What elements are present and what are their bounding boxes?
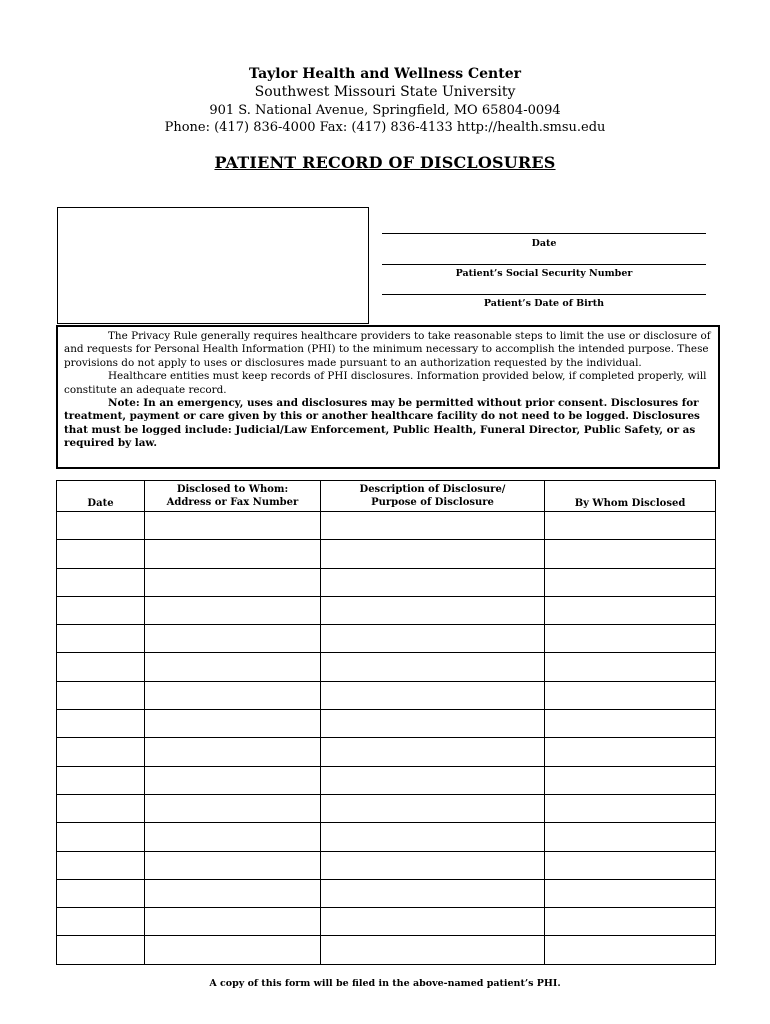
col-header-date: Date: [57, 481, 145, 512]
org-contact: Phone: (417) 836-4000 Fax: (417) 836-4133 http://health.smsu.edu: [164, 120, 606, 135]
table-row: [57, 908, 716, 936]
description-cell[interactable]: [321, 540, 545, 568]
by-whom-cell[interactable]: [545, 596, 716, 624]
by-whom-cell[interactable]: [545, 738, 716, 766]
table-row: [57, 625, 716, 653]
disclosed-to-cell[interactable]: [145, 540, 321, 568]
col-header-description: Description of Disclosure/ Purpose of Disclosure: [321, 481, 545, 512]
disclosed-to-cell[interactable]: [145, 766, 321, 794]
university-name: Southwest Missouri State University: [254, 84, 516, 100]
emergency-note-paragraph: [64, 397, 714, 451]
records-notice-text: Healthcare entities must keep records of PHI disclosures. Information provided below, if completed properly, will constitute an adequate record.: [64, 370, 707, 396]
by-whom-cell[interactable]: [545, 908, 716, 936]
disclosed-to-cell[interactable]: [145, 710, 321, 738]
date-cell[interactable]: [57, 879, 145, 907]
by-whom-cell[interactable]: [545, 540, 716, 568]
col-header-disclosed-to: Disclosed to Whom: Address or Fax Number: [145, 481, 321, 512]
description-cell[interactable]: [321, 512, 545, 540]
disclosed-to-cell[interactable]: [145, 512, 321, 540]
table-row: [57, 823, 716, 851]
date-cell[interactable]: [57, 512, 145, 540]
date-cell[interactable]: [57, 710, 145, 738]
by-whom-cell[interactable]: [545, 766, 716, 794]
table-row: [57, 738, 716, 766]
dob-field-line[interactable]: [382, 294, 706, 295]
by-whom-cell[interactable]: [545, 625, 716, 653]
by-whom-cell[interactable]: [545, 851, 716, 879]
disclosed-to-cell[interactable]: [145, 625, 321, 653]
by-whom-cell[interactable]: [545, 681, 716, 709]
disclosed-to-cell[interactable]: [145, 738, 321, 766]
date-cell[interactable]: [57, 596, 145, 624]
description-cell[interactable]: [321, 879, 545, 907]
by-whom-cell[interactable]: [545, 653, 716, 681]
by-whom-cell[interactable]: [545, 512, 716, 540]
description-cell[interactable]: [321, 823, 545, 851]
by-whom-cell[interactable]: [545, 710, 716, 738]
privacy-notice-box: [56, 325, 720, 469]
description-cell[interactable]: [321, 596, 545, 624]
date-cell[interactable]: [57, 908, 145, 936]
disclosed-to-cell[interactable]: [145, 596, 321, 624]
date-cell[interactable]: [57, 823, 145, 851]
disclosure-record-table: [56, 480, 716, 965]
privacy-notice-text: The Privacy Rule generally requires healthcare providers to take reasonable steps to limit the use or disclosure of and requests for Personal Health Information (PHI) to the minimum necessary to accomplish the intended purpose. These provisions do not apply to uses or disclosures made pursuant to an authorization requested by the individual.: [64, 330, 711, 369]
date-cell[interactable]: [57, 653, 145, 681]
table-row: [57, 851, 716, 879]
dob-field-label: Patient’s Date of Birth: [483, 298, 605, 309]
description-cell[interactable]: [321, 681, 545, 709]
date-field-label: Date: [531, 238, 557, 249]
date-field-line[interactable]: [382, 233, 706, 234]
table-row: [57, 681, 716, 709]
table-row: [57, 766, 716, 794]
disclosed-to-cell[interactable]: [145, 936, 321, 964]
disclosed-to-cell[interactable]: [145, 823, 321, 851]
date-cell[interactable]: [57, 681, 145, 709]
date-cell[interactable]: [57, 625, 145, 653]
disclosed-to-cell[interactable]: [145, 851, 321, 879]
disclosed-to-cell[interactable]: [145, 653, 321, 681]
table-body: [57, 512, 716, 965]
date-cell[interactable]: [57, 766, 145, 794]
by-whom-cell[interactable]: [545, 879, 716, 907]
table-row: [57, 794, 716, 822]
description-cell[interactable]: [321, 710, 545, 738]
table-row: [57, 653, 716, 681]
disclosed-to-cell[interactable]: [145, 681, 321, 709]
by-whom-cell[interactable]: [545, 794, 716, 822]
date-cell[interactable]: [57, 851, 145, 879]
footer-note: A copy of this form will be filed in the above-named patient’s PHI.: [209, 978, 561, 989]
description-cell[interactable]: [321, 851, 545, 879]
disclosed-to-cell[interactable]: [145, 879, 321, 907]
date-cell[interactable]: [57, 568, 145, 596]
description-cell[interactable]: [321, 653, 545, 681]
org-name: Taylor Health and Wellness Center: [249, 66, 521, 82]
table-row: [57, 512, 716, 540]
date-cell[interactable]: [57, 540, 145, 568]
ssn-field-line[interactable]: [382, 264, 706, 265]
by-whom-cell[interactable]: [545, 568, 716, 596]
disclosed-to-cell[interactable]: [145, 568, 321, 596]
patient-label-box[interactable]: [57, 207, 369, 324]
form-title: PATIENT RECORD OF DISCLOSURES: [214, 153, 556, 172]
description-cell[interactable]: [321, 738, 545, 766]
records-notice-paragraph: [64, 370, 714, 397]
table-row: [57, 596, 716, 624]
table-row: [57, 936, 716, 964]
date-cell[interactable]: [57, 794, 145, 822]
privacy-notice-paragraph: [64, 330, 714, 370]
description-cell[interactable]: [321, 568, 545, 596]
disclosed-to-cell[interactable]: [145, 794, 321, 822]
col-header-by-whom: By Whom Disclosed: [545, 481, 716, 512]
emergency-note-text: Note: In an emergency, uses and disclosures may be permitted without prior consent. Disclosures for treatment, payment or care given by this or another healthcare facility do not need to be logged. Disclosures that must be logged include: Judicial/Law Enforcement, Public Health, Funeral Director, Public Safety, or as required by law.: [64, 397, 700, 450]
ssn-field-label: Patient’s Social Security Number: [455, 268, 633, 279]
description-cell[interactable]: [321, 794, 545, 822]
table-row: [57, 710, 716, 738]
table-row: [57, 879, 716, 907]
description-cell[interactable]: [321, 936, 545, 964]
description-cell[interactable]: [321, 625, 545, 653]
table-row: [57, 540, 716, 568]
by-whom-cell[interactable]: [545, 936, 716, 964]
by-whom-cell[interactable]: [545, 823, 716, 851]
date-cell[interactable]: [57, 738, 145, 766]
date-cell[interactable]: [57, 936, 145, 964]
disclosed-to-cell[interactable]: [145, 908, 321, 936]
table-header-row: [57, 481, 716, 512]
description-cell[interactable]: [321, 766, 545, 794]
org-address: 901 S. National Avenue, Springfield, MO 65804-0094: [209, 103, 561, 118]
description-cell[interactable]: [321, 908, 545, 936]
table-row: [57, 568, 716, 596]
